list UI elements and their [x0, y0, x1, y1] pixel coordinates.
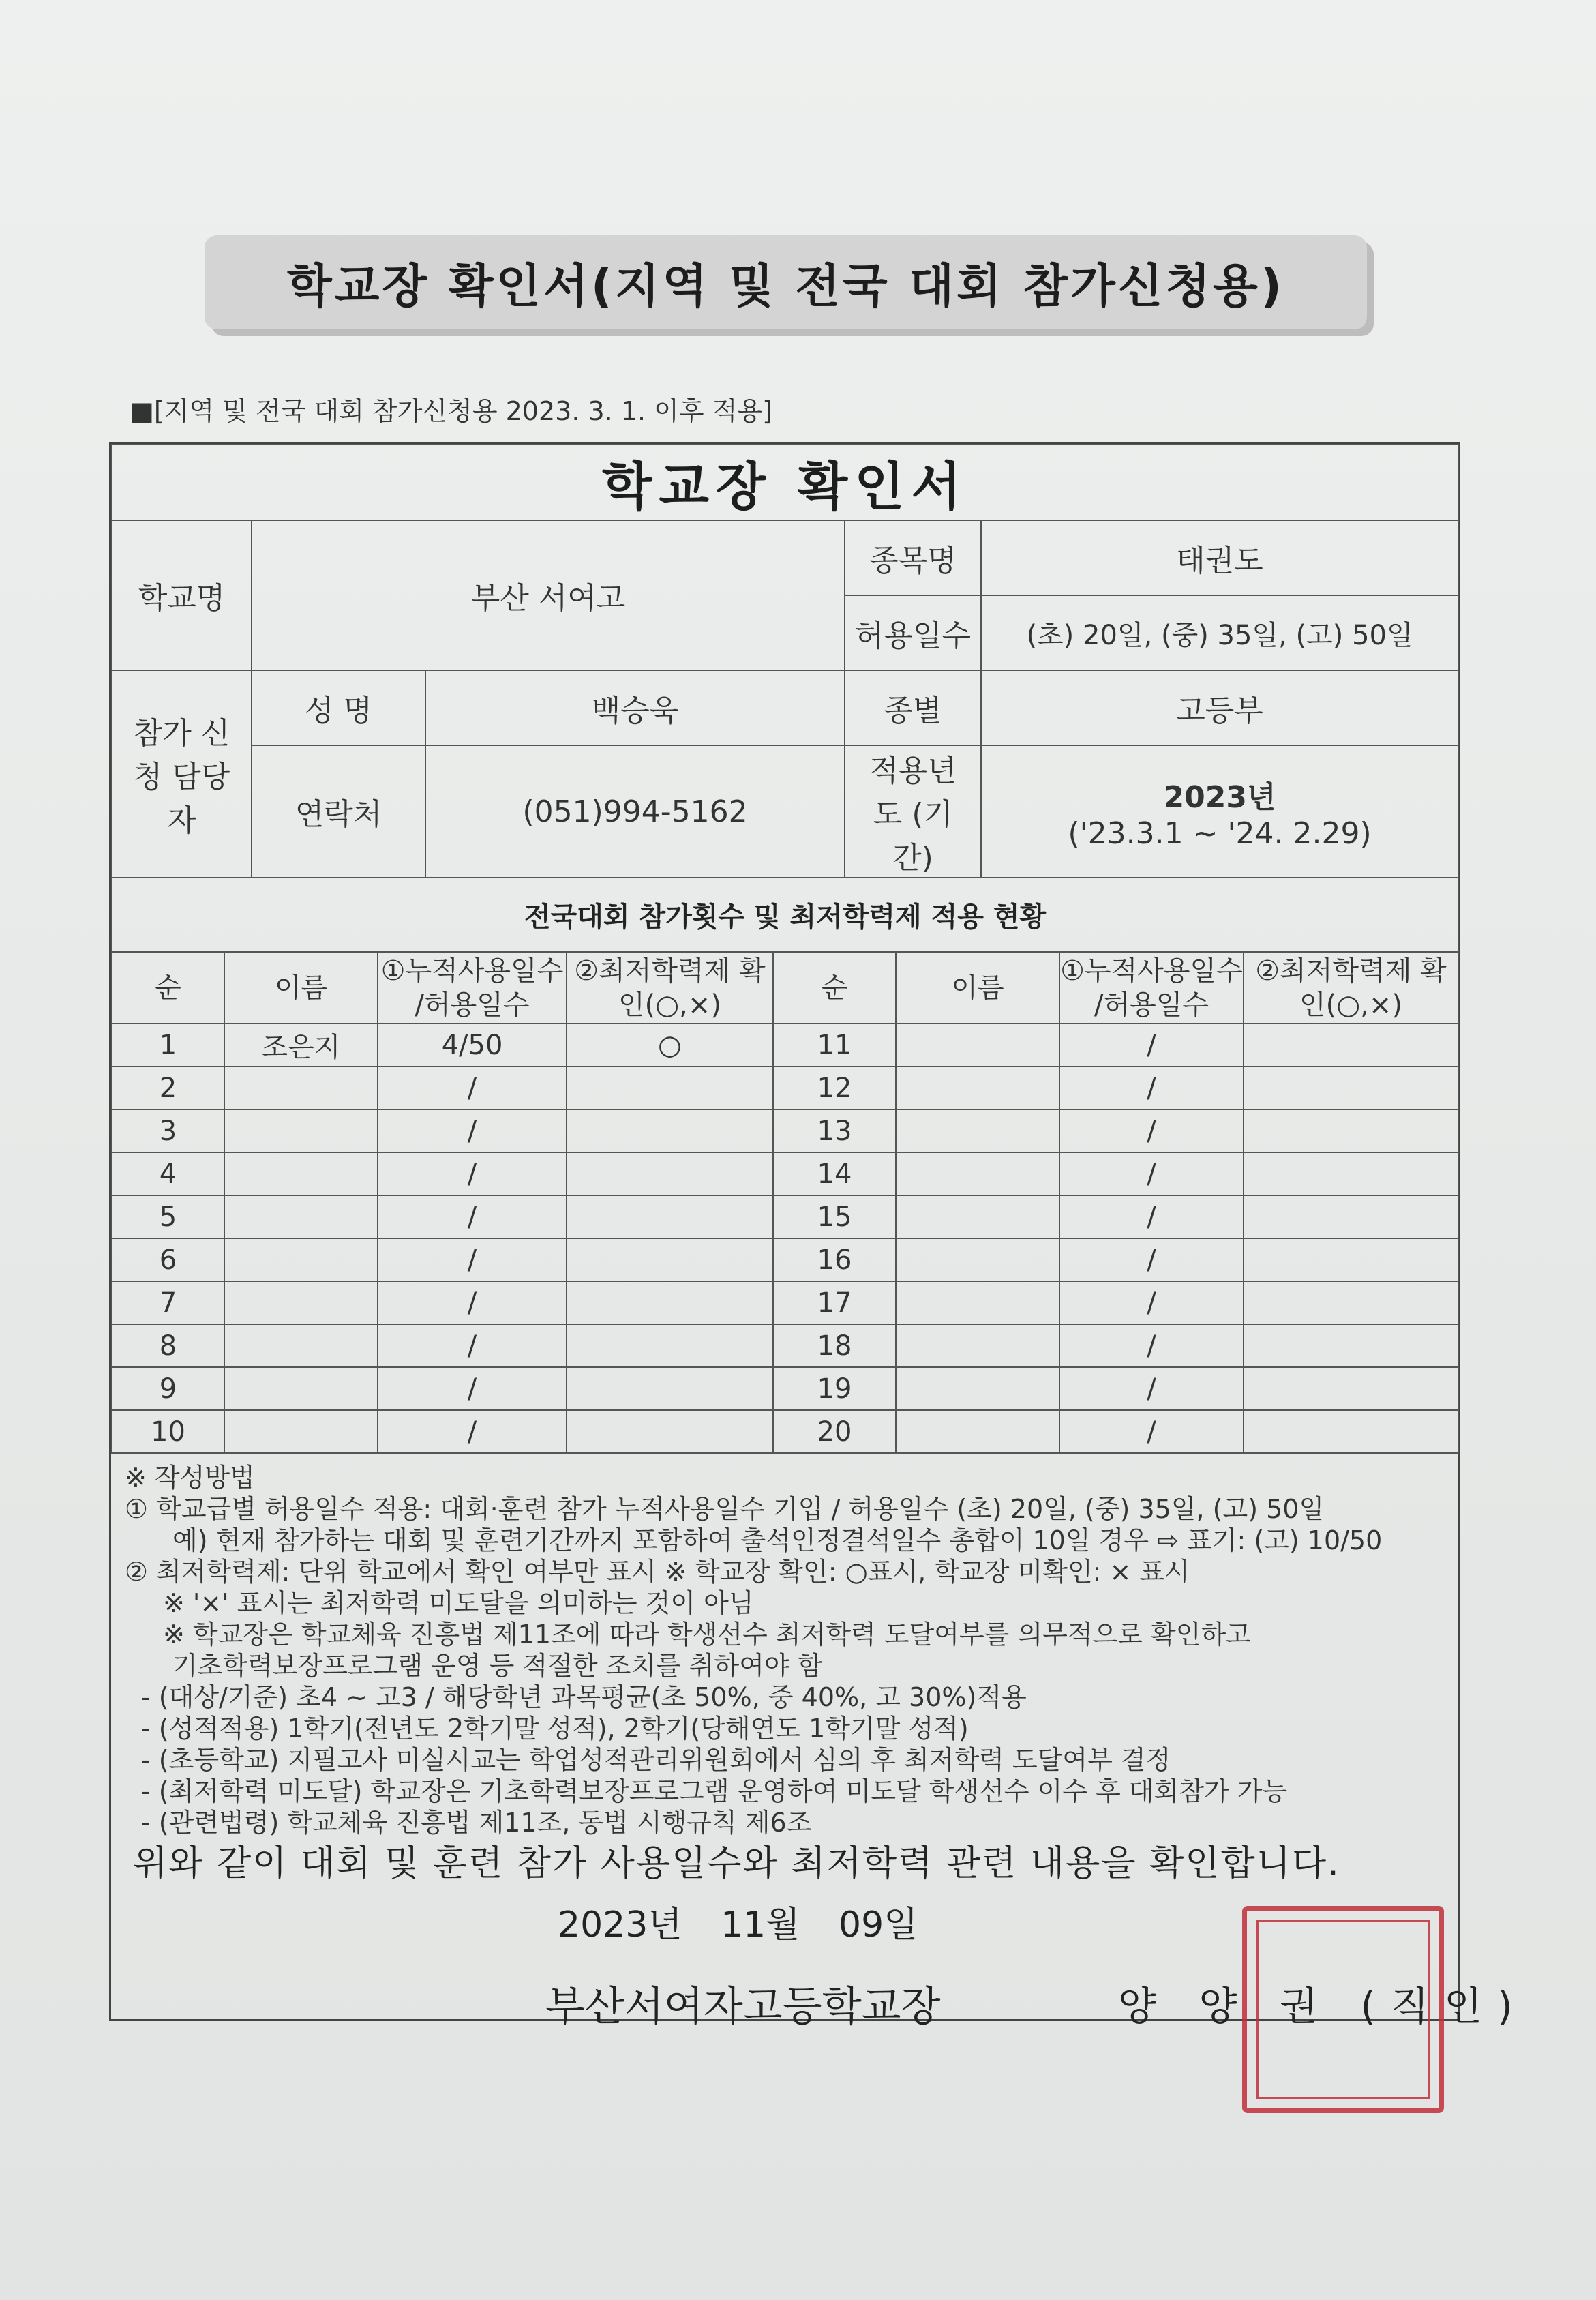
- row-name: [896, 1238, 1059, 1281]
- row-name: [896, 1195, 1059, 1238]
- row-no: 6: [112, 1238, 224, 1281]
- col-name-right: 이름: [896, 953, 1059, 1024]
- row-check: [1244, 1066, 1458, 1109]
- label-phone: 연락처: [252, 745, 425, 878]
- document-banner-title: 학교장 확인서(지역 및 전국 대회 참가신청용): [205, 235, 1367, 329]
- row-days: /: [1059, 1324, 1244, 1367]
- row-no: 4: [112, 1152, 224, 1195]
- row-name: [896, 1109, 1059, 1152]
- note-detail-2: - (성적적용) 1학기(전년도 2학기말 성적), 2학기(당해연도 1학기말 성적): [141, 1714, 969, 1744]
- label-sport: 종목명: [845, 520, 981, 595]
- row-check: [1244, 1152, 1458, 1195]
- row-no: 18: [773, 1324, 896, 1367]
- row-check: [567, 1367, 773, 1410]
- row-no: 19: [773, 1367, 896, 1410]
- row-name: [224, 1066, 378, 1109]
- value-year-cell: [981, 745, 1458, 878]
- label-category: 종별: [845, 670, 981, 745]
- row-no: 2: [112, 1066, 224, 1109]
- label-school: 학교명: [112, 520, 252, 670]
- note-2-b: ※ 학교장은 학교체육 진흥법 제11조에 따라 학생선수 최저학력 도달여부를 의무적으로 확인하고: [163, 1619, 1251, 1649]
- row-no: 11: [773, 1024, 896, 1066]
- row-check: [1244, 1195, 1458, 1238]
- row-days: /: [1059, 1367, 1244, 1410]
- principal-title: 부산서여자고등학교장: [545, 1983, 941, 2031]
- value-name: 백승욱: [425, 670, 845, 745]
- row-check: [1244, 1109, 1458, 1152]
- row-no: 20: [773, 1410, 896, 1453]
- row-days: /: [378, 1195, 567, 1238]
- note-2: ② 최저학력제: 단위 학교에서 확인 여부만 표시 ※ 학교장 확인: ○표시, 학교장 미확인: × 표시: [125, 1557, 1190, 1587]
- table-row: [112, 1109, 1458, 1152]
- table-row: [112, 1324, 1458, 1367]
- row-no: 16: [773, 1238, 896, 1281]
- table-row: [112, 1367, 1458, 1410]
- row-check: [567, 1238, 773, 1281]
- row-no: 13: [773, 1109, 896, 1152]
- row-check: [1244, 1410, 1458, 1453]
- row-check: [567, 1410, 773, 1453]
- row-name: [224, 1324, 378, 1367]
- applicability-note: ■[지역 및 전국 대회 참가신청용 2023. 3. 1. 이후 적용]: [130, 396, 772, 426]
- col-check-left: ②최저학력제 확인(○,×): [567, 953, 773, 1024]
- row-days: 4/50: [378, 1024, 567, 1066]
- row-check: [1244, 1238, 1458, 1281]
- row-days: /: [378, 1066, 567, 1109]
- note-1: ① 학교급별 허용일수 적용: 대회·훈련 참가 누적사용일수 기입 / 허용일수 (초) 20일, (중) 35일, (고) 50일: [125, 1494, 1325, 1524]
- row-days: /: [1059, 1024, 1244, 1066]
- value-allowed-days: (초) 20일, (중) 35일, (고) 50일: [981, 595, 1458, 670]
- note-2-c: 기초학력보장프로그램 운영 등 적절한 조치를 취하여야 함: [172, 1651, 823, 1681]
- row-no: 5: [112, 1195, 224, 1238]
- table-row: [112, 1066, 1458, 1109]
- col-name-left: 이름: [224, 953, 378, 1024]
- row-name: [224, 1281, 378, 1324]
- value-period: ('23.3.1 ~ '24. 2.29): [1068, 816, 1372, 851]
- row-name: 조은지: [224, 1024, 378, 1066]
- row-check: [1244, 1281, 1458, 1324]
- label-allowed-days: 허용일수: [845, 595, 981, 670]
- note-detail-4: - (최저학력 미도달) 학교장은 기초학력보장프로그램 운영하여 미도달 학생선수 이수 후 대회참가 가능: [141, 1776, 1288, 1806]
- notes-heading: ※ 작성방법: [125, 1463, 255, 1493]
- row-check: [567, 1066, 773, 1109]
- row-no: 12: [773, 1066, 896, 1109]
- form-title: 학교장 확인서: [112, 445, 1458, 520]
- row-name: [896, 1324, 1059, 1367]
- row-no: 15: [773, 1195, 896, 1238]
- form-sheet: [109, 442, 1460, 2021]
- row-check: [567, 1195, 773, 1238]
- value-school: 부산 서여고: [252, 520, 845, 670]
- row-days: /: [1059, 1195, 1244, 1238]
- row-days: /: [378, 1109, 567, 1152]
- note-detail-5: - (관련법령) 학교체육 진흥법 제11조, 동법 시행규칙 제6조: [141, 1808, 812, 1838]
- row-check: [567, 1281, 773, 1324]
- form-header-table: [111, 444, 1459, 952]
- row-days: /: [378, 1410, 567, 1453]
- note-detail-1: - (대상/기준) 초4 ~ 고3 / 해당학년 과목평균(초 50%, 중 40%, 고 30%)적용: [141, 1682, 1027, 1712]
- col-days-right: ①누적사용일수 /허용일수: [1059, 953, 1244, 1024]
- table-row: [112, 1152, 1458, 1195]
- row-name: [896, 1152, 1059, 1195]
- row-check: [567, 1109, 773, 1152]
- note-detail-3: - (초등학교) 지필고사 미실시교는 학업성적관리위원회에서 심의 후 최저학력 도달여부 결정: [141, 1745, 1171, 1775]
- row-name: [896, 1066, 1059, 1109]
- row-days: /: [378, 1238, 567, 1281]
- table-row: [112, 1238, 1458, 1281]
- row-name: [224, 1238, 378, 1281]
- row-days: /: [378, 1152, 567, 1195]
- status-table-title: 전국대회 참가횟수 및 최저학력제 적용 현황: [112, 878, 1458, 951]
- row-check: [1244, 1024, 1458, 1066]
- row-days: /: [1059, 1109, 1244, 1152]
- row-days: /: [1059, 1410, 1244, 1453]
- row-days: /: [1059, 1238, 1244, 1281]
- value-sport: 태권도: [981, 520, 1458, 595]
- row-check: [1244, 1367, 1458, 1410]
- row-check: [567, 1152, 773, 1195]
- row-no: 3: [112, 1109, 224, 1152]
- participants-table: [111, 952, 1459, 1454]
- table-row: [112, 1410, 1458, 1453]
- note-1-example: 예) 현재 참가하는 대회 및 훈련기간까지 포함하여 출석인정결석일수 총합이 10일 경우 ⇨ 표기: (고) 10/50: [172, 1525, 1383, 1555]
- table-row: [112, 1195, 1458, 1238]
- row-name: [224, 1410, 378, 1453]
- row-check: ○: [567, 1024, 773, 1066]
- value-year: 2023년: [1163, 779, 1276, 815]
- table-row: [112, 1281, 1458, 1324]
- value-phone: (051)994-5162: [425, 745, 845, 878]
- row-name: [224, 1109, 378, 1152]
- row-no: 1: [112, 1024, 224, 1066]
- col-no-left: 순: [112, 953, 224, 1024]
- label-contact-person: 참가 신청 담당자: [112, 670, 252, 878]
- row-days: /: [378, 1367, 567, 1410]
- row-name: [224, 1367, 378, 1410]
- label-year: 적용년도 (기간): [845, 745, 981, 878]
- row-no: 9: [112, 1367, 224, 1410]
- row-no: 8: [112, 1324, 224, 1367]
- row-name: [896, 1410, 1059, 1453]
- row-days: /: [1059, 1066, 1244, 1109]
- col-check-right: ②최저학력제 확인(○,×): [1244, 953, 1458, 1024]
- row-no: 17: [773, 1281, 896, 1324]
- row-check: [567, 1324, 773, 1367]
- row-days: /: [378, 1281, 567, 1324]
- row-name: [224, 1152, 378, 1195]
- col-no-right: 순: [773, 953, 896, 1024]
- table-row: [112, 1024, 1458, 1066]
- note-2-a: ※ '×' 표시는 최저학력 미도달을 의미하는 것이 아님: [163, 1588, 754, 1618]
- row-no: 7: [112, 1281, 224, 1324]
- col-days-left: ①누적사용일수 /허용일수: [378, 953, 567, 1024]
- principal-name: 양 양 권 (직인): [1118, 1983, 1528, 2029]
- row-name: [896, 1367, 1059, 1410]
- row-no: 14: [773, 1152, 896, 1195]
- row-check: [1244, 1324, 1458, 1367]
- row-name: [224, 1195, 378, 1238]
- label-name: 성 명: [252, 670, 425, 745]
- writing-instructions: [111, 1454, 1458, 1838]
- confirmation-statement: 위와 같이 대회 및 훈련 참가 사용일수와 최저학력 관련 내용을 확인합니다.: [133, 1843, 1340, 1884]
- row-name: [896, 1281, 1059, 1324]
- row-name: [896, 1024, 1059, 1066]
- row-days: /: [1059, 1281, 1244, 1324]
- row-no: 10: [112, 1410, 224, 1453]
- issue-date: 2023년 11월 09일: [558, 1905, 918, 1945]
- value-category: 고등부: [981, 670, 1458, 745]
- row-days: /: [1059, 1152, 1244, 1195]
- row-days: /: [378, 1324, 567, 1367]
